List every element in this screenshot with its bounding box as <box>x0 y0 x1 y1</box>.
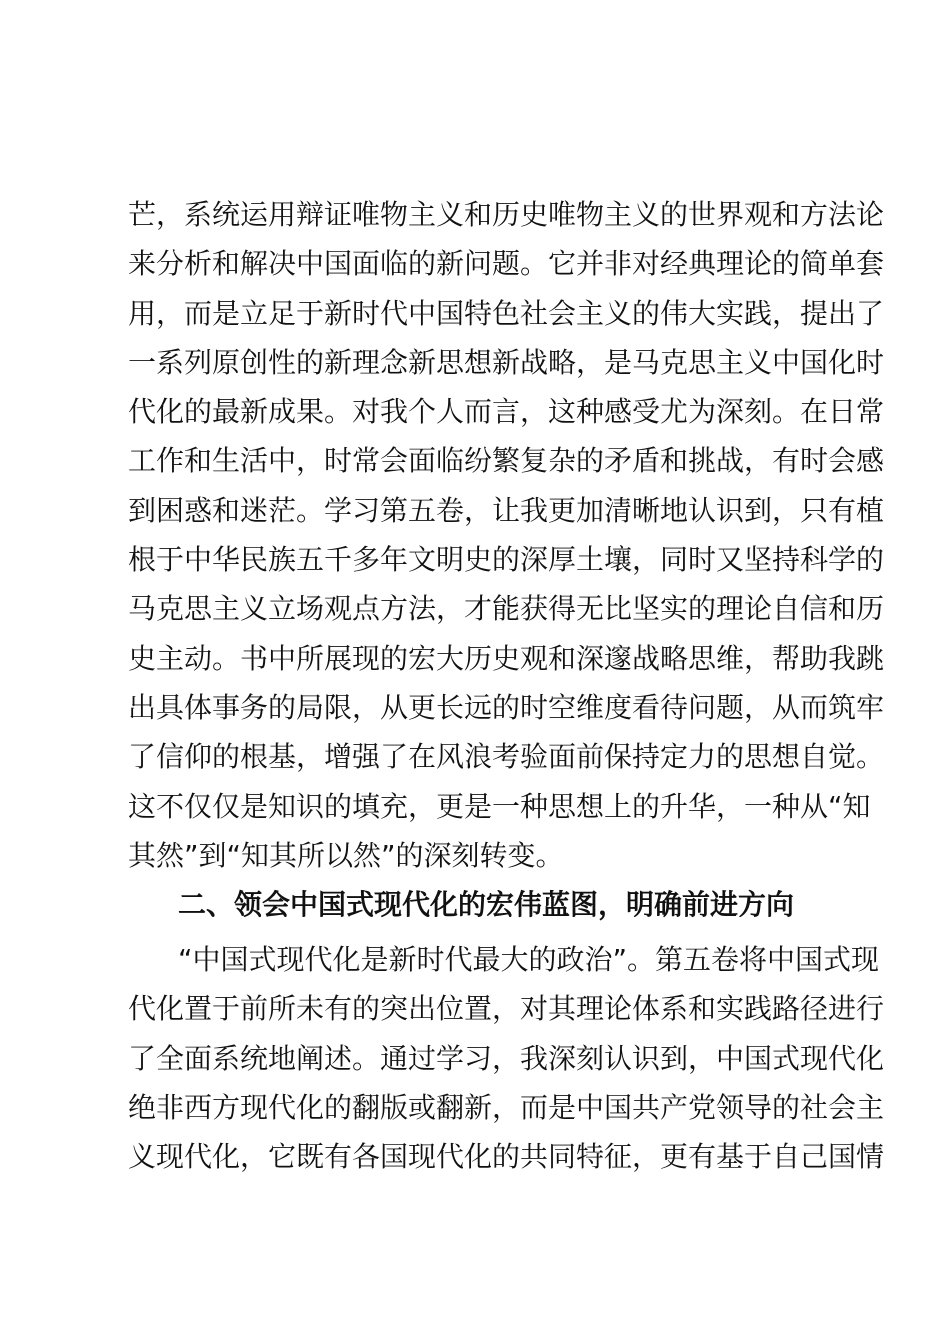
text-line: 史主动。书中所展现的宏大历史观和深邃战略思维，帮助我跳 <box>128 641 885 675</box>
text-line: 绝非西方现代化的翻版或翻新，而是中国共产党领导的社会主 <box>128 1090 885 1124</box>
text-line: 用，而是立足于新时代中国特色社会主义的伟大实践，提出了 <box>128 296 885 330</box>
text-line: 了全面系统地阐述。通过学习，我深刻认识到，中国式现代化 <box>128 1041 885 1075</box>
text-line: 代化的最新成果。对我个人而言，这种感受尤为深刻。在日常 <box>128 395 885 429</box>
text-line: 来分析和解决中国面临的新问题。它并非对经典理论的简单套 <box>128 247 885 281</box>
section-heading: 二、领会中国式现代化的宏伟蓝图，明确前进方向 <box>178 888 795 921</box>
text-line: 了信仰的根基，增强了在风浪考验面前保持定力的思想自觉。 <box>128 740 885 774</box>
text-line: 到困惑和迷茫。学习第五卷，让我更加清晰地认识到，只有植 <box>128 493 885 527</box>
text-line: 出具体事务的局限，从更长远的时空维度看待问题，从而筑牢 <box>128 690 885 724</box>
text-line: 这不仅仅是知识的填充，更是一种思想上的升华，一种从“知 <box>128 789 871 823</box>
text-line: 一系列原创性的新理念新思想新战略，是马克思主义中国化时 <box>128 345 885 379</box>
section-heading-block <box>128 880 822 929</box>
paragraph-continuation <box>128 190 885 880</box>
text-line: 义现代化，它既有各国现代化的共同特征，更有基于自己国情 <box>128 1140 885 1174</box>
text-line: 根于中华民族五千多年文明史的深厚土壤，同时又坚持科学的 <box>128 543 885 577</box>
text-line: 芒，系统运用辩证唯物主义和历史唯物主义的世界观和方法论 <box>128 198 885 231</box>
text-line: 代化置于前所未有的突出位置，对其理论体系和实践路径进行 <box>128 992 885 1026</box>
text-line: 其然”到“知其所以然”的深刻转变。 <box>128 838 564 872</box>
section-paragraph <box>128 935 885 1181</box>
text-line: “中国式现代化是新时代最大的政治”。第五卷将中国式现 <box>178 943 880 976</box>
text-line: 工作和生活中，时常会面临纷繁复杂的矛盾和挑战，有时会感 <box>128 444 885 478</box>
text-line: 马克思主义立场观点方法，才能获得无比坚实的理论自信和历 <box>128 592 885 626</box>
